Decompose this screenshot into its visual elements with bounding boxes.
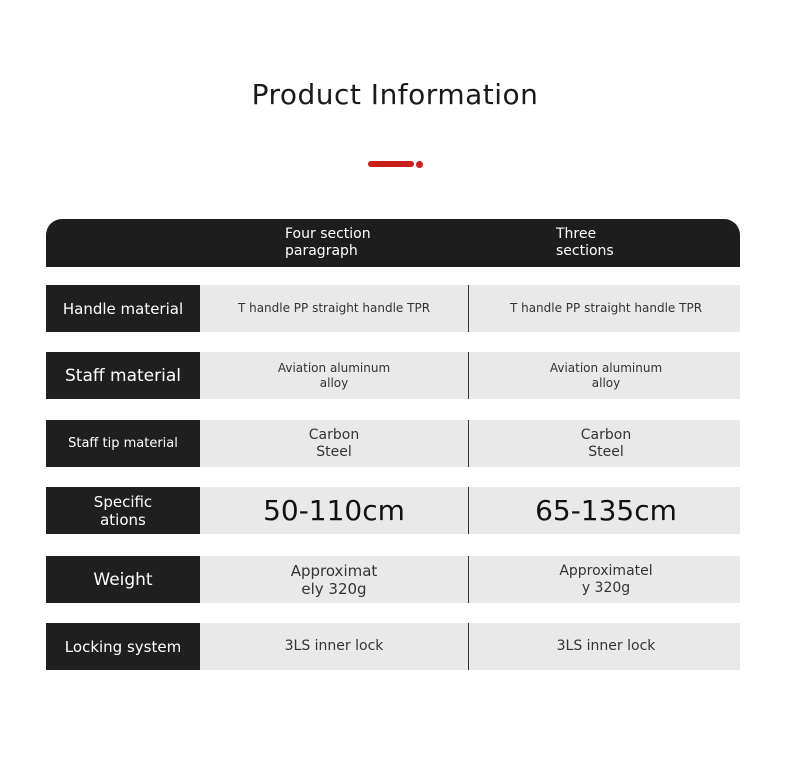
cell-four-section: Aviation aluminum alloy [277,360,391,390]
page-title: Product Information [251,78,539,111]
cell-four-section: Approximat ely 320g [290,561,378,598]
row-label: Locking system [46,623,200,670]
table-row-staff-material [46,352,740,399]
cell-three-sections: Aviation aluminum alloy [549,360,663,390]
row-values [200,420,740,467]
cell-three-sections: 3LS inner lock [556,638,656,654]
column-header-three-sections: Three sections [556,226,614,259]
cell-three-sections: T handle PP straight handle TPR [509,301,703,315]
cell-three-sections: Carbon Steel [580,426,632,460]
cell-three-sections: 65-135cm [535,493,677,527]
cell-four-section: T handle PP straight handle TPR [237,301,431,315]
column-divider [468,352,469,399]
row-values [200,352,740,399]
table-row-weight [46,556,740,603]
cell-four-section: 3LS inner lock [284,638,384,654]
column-divider [468,420,469,467]
column-divider [468,623,469,670]
column-divider [468,556,469,603]
column-header-four-section: Four section paragraph [285,226,371,259]
row-label: Handle material [46,285,200,332]
row-values [200,285,740,332]
row-label: Staff tip material [46,420,200,467]
column-divider [468,487,469,534]
cell-three-sections: Approximatel y 320g [559,562,653,596]
cell-four-section: Carbon Steel [308,426,360,460]
table-row-specifications [46,487,740,534]
table-row-handle-material [46,285,740,332]
row-label: Staff material [46,352,200,399]
row-values [200,623,740,670]
row-label: Specific ations [46,487,200,534]
table-row-staff-tip-material [46,420,740,467]
title-underline-dot [416,161,423,168]
title-underline-bar [368,161,414,167]
row-values [200,556,740,603]
table-header [46,219,740,267]
column-divider [468,285,469,332]
table-row-locking-system [46,623,740,670]
row-values [200,487,740,534]
cell-four-section: 50-110cm [263,493,405,527]
row-label: Weight [46,556,200,603]
